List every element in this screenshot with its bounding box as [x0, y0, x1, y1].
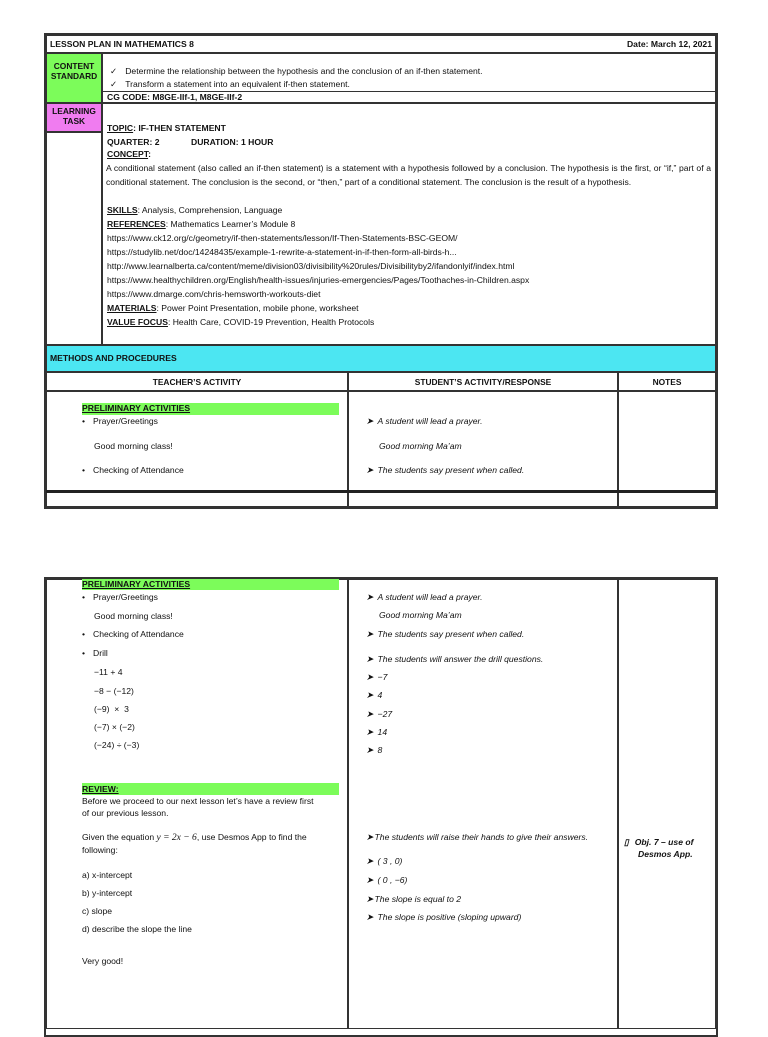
arrow-bullet-icon: ➤	[366, 856, 374, 866]
drill-item: (−24) ÷ (−3)	[94, 740, 140, 750]
review-question: b) y-intercept	[82, 888, 133, 898]
review-highlight	[82, 783, 339, 795]
checking-attendance-2: • Checking of Attendance	[82, 629, 184, 639]
reference-link[interactable]: https://studylib.net/doc/14248435/example-1-rewrite-a-statement-in-if-then-form-all-birds-h...	[107, 247, 457, 257]
concept-heading: CONCEPT:	[107, 149, 151, 159]
drill-answer: ➤ 8	[366, 745, 383, 755]
response-good-morning: Good morning Ma’am	[379, 441, 462, 451]
arrow-bullet-icon: ➤	[366, 654, 374, 664]
response-prayer: ➤ A student will lead a prayer.	[366, 416, 483, 426]
references-line: REFERENCES: Mathematics Learner’s Module 8	[107, 219, 296, 229]
good-morning-class-2: Good morning class!	[94, 611, 173, 621]
bullet-icon: •	[82, 629, 86, 639]
arrow-bullet-icon: ➤	[366, 629, 374, 639]
drill-answer: ➤ −7	[366, 672, 388, 682]
check-icon: ✓	[110, 66, 118, 76]
arrow-bullet-icon: ➤	[366, 690, 374, 700]
response-review: ➤The students will raise their hands to give their answers.	[366, 832, 589, 842]
arrow-bullet-icon: ➤	[366, 894, 374, 904]
topic-line: TOPIC: IF-THEN STATEMENT	[107, 123, 226, 133]
arrow-bullet-icon: ➤	[366, 709, 374, 719]
student-activity-header: STUDENT’S ACTIVITY/RESPONSE	[414, 377, 552, 387]
response-attendance: ➤ The students say present when called.	[366, 465, 525, 475]
equation: y = 2x − 6	[156, 833, 197, 843]
box-bullet-icon: ▯	[624, 837, 629, 847]
note-objective-line-2: Desmos App.	[638, 849, 693, 859]
duration: DURATION: 1 HOUR	[191, 137, 274, 147]
notes-header: NOTES	[652, 377, 682, 387]
skills-line: SKILLS: Analysis, Comprehension, Language	[107, 205, 283, 215]
given-equation-line: Given the equation y = 2x − 6, use Desmos App to find the	[82, 832, 307, 843]
reference-link[interactable]: https://www.healthychildren.org/English/health-issues/injuries-emergencies/Pages/Toothaches-in-Children.aspx	[107, 275, 530, 285]
arrow-bullet-icon: ➤	[366, 875, 374, 885]
note-objective: ▯ Obj. 7 – use of	[624, 837, 694, 847]
drill-item: −8 − (−12)	[94, 686, 134, 696]
quarter: QUARTER: 2	[107, 137, 160, 147]
drill-heading: • Drill	[82, 648, 108, 658]
check-icon: ✓	[110, 79, 118, 89]
arrow-bullet-icon: ➤	[366, 672, 374, 682]
review-question: a) x-intercept	[82, 870, 133, 880]
checking-attendance: • Checking of Attendance	[82, 465, 184, 475]
learning-task-label: LEARNING TASK	[52, 106, 96, 126]
materials-line: MATERIALS: Power Point Presentation, mobile phone, worksheet	[107, 303, 359, 313]
methods-heading: METHODS AND PROCEDURES	[50, 353, 177, 363]
drill-item: (−9) × 3	[94, 704, 129, 714]
drill-item: (−7) × (−2)	[94, 722, 135, 732]
prelim-activities-heading: PRELIMINARY ACTIVITIES	[82, 403, 191, 413]
lesson-plan-title: LESSON PLAN IN MATHEMATICS 8	[50, 39, 194, 49]
cg-code: CG CODE: M8GE-IIf-1, M8GE-IIf-2	[107, 92, 243, 102]
content-standard-label: CONTENT STANDARD	[50, 61, 98, 81]
notes-cell-2	[618, 579, 716, 1029]
arrow-bullet-icon: ➤	[366, 465, 374, 475]
arrow-bullet-icon: ➤	[366, 592, 374, 602]
teacher-activity-header: TEACHER’S ACTIVITY	[152, 377, 242, 387]
given-line-2: following:	[82, 845, 118, 855]
prayer-greetings-2: • Prayer/Greetings	[82, 592, 158, 602]
drill-answer: ➤ 4	[366, 690, 383, 700]
response-attendance-2: ➤ The students say present when called.	[366, 629, 525, 639]
lesson-date: Date: March 12, 2021	[626, 39, 712, 49]
review-question: d) describe the slope the line	[82, 924, 192, 934]
bullet-icon: •	[82, 416, 86, 426]
review-heading: REVIEW:	[82, 784, 119, 794]
bullet-icon: •	[82, 465, 86, 475]
very-good: Very good!	[82, 956, 124, 966]
review-answer: ➤ ( 3 , 0)	[366, 856, 403, 866]
arrow-bullet-icon: ➤	[366, 727, 374, 737]
drill-answer: ➤ −27	[366, 709, 393, 719]
drill-answer: ➤ 14	[366, 727, 388, 737]
review-answer: ➤ ( 0 , −6)	[366, 875, 408, 885]
content-standard-item-1: ✓ Determine the relationship between the hypothesis and the conclusion of an if-then statement.	[110, 66, 483, 76]
arrow-bullet-icon: ➤	[366, 832, 374, 842]
response-prayer-2: ➤ A student will lead a prayer.	[366, 592, 483, 602]
review-text-line-1: Before we proceed to our next lesson let’s have a review first	[82, 796, 314, 806]
bottom-rule	[46, 490, 716, 493]
bullet-icon: •	[82, 592, 86, 602]
drill-item: −11 + 4	[94, 667, 123, 677]
value-focus-line: VALUE FOCUS: Health Care, COVID-19 Prevention, Health Protocols	[107, 317, 375, 327]
review-question: c) slope	[82, 906, 113, 916]
arrow-bullet-icon: ➤	[366, 416, 374, 426]
bullet-icon: •	[82, 648, 86, 658]
review-text-line-2: of our previous lesson.	[82, 808, 169, 818]
content-standard-item-2: ✓ Transform a statement into an equivalent if-then statement.	[110, 79, 350, 89]
prayer-greetings: • Prayer/Greetings	[82, 416, 158, 426]
response-good-morning-2: Good morning Ma’am	[379, 610, 462, 620]
reference-link[interactable]: https://www.dmarge.com/chris-hemsworth-workouts-diet	[107, 289, 321, 299]
student-activity-cell-2	[348, 579, 618, 1029]
arrow-bullet-icon: ➤	[366, 912, 374, 922]
arrow-bullet-icon: ➤	[366, 745, 374, 755]
concept-text: A conditional statement (also called an if-then statement) is a statement with a hypothesis followed by a conclusion. The hypothesis is the first, or “if,” part of a conditional statement. The conclusion is the second, or “then,” part of a conditional statement. The conclusion is the result of a hypothesis.	[106, 163, 711, 187]
reference-link[interactable]: http://www.learnalberta.ca/content/meme/division03/divisibility%20rules/Divisibilityby2/ifandonlyif/index.html	[107, 261, 515, 271]
reference-link[interactable]: https://www.ck12.org/c/geometry/if-then-statements/lesson/If-Then-Statements-BSC-GEOM/	[107, 233, 458, 243]
prelim-activities-heading-2: PRELIMINARY ACTIVITIES	[82, 579, 191, 589]
learning-task-left-cell	[46, 132, 102, 345]
review-answer: ➤ The slope is positive (sloping upward)	[366, 912, 522, 922]
response-drill: ➤ The students will answer the drill questions.	[366, 654, 544, 664]
good-morning-class: Good morning class!	[94, 441, 173, 451]
review-answer: ➤The slope is equal to 2	[366, 894, 462, 904]
